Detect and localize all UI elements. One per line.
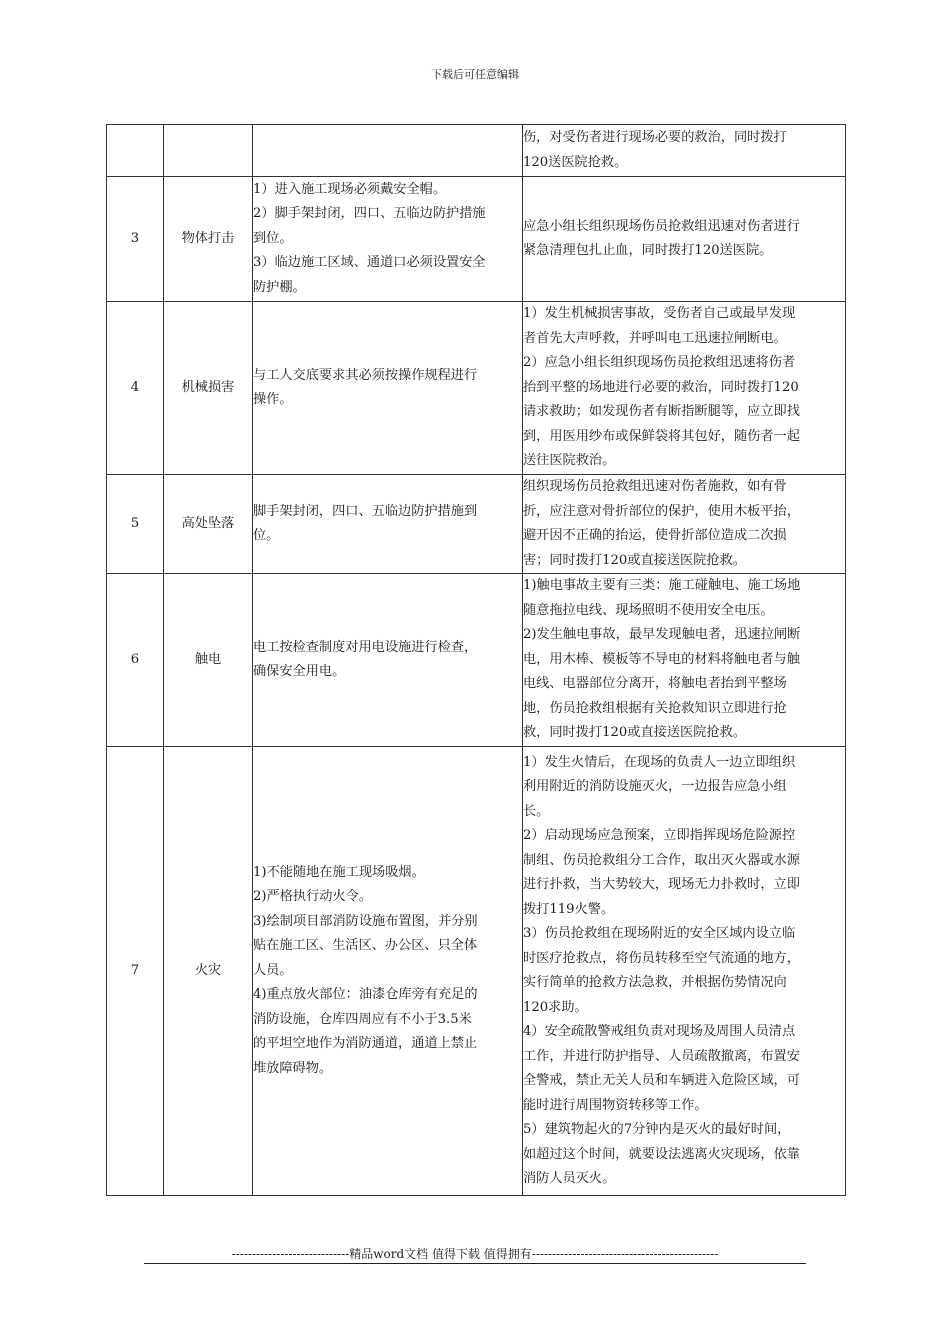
- table-row: [107, 125, 846, 177]
- response-line: 请求救助；如发现伤者有断指断腿等，应立即找: [523, 404, 800, 420]
- page-header: 下载后可任意编辑: [431, 68, 519, 81]
- response-line: 避开因不正确的抬运，使骨折部位造成二次损: [523, 528, 787, 543]
- response-line: 组织现场伤员抢救组迅速对伤者施救，如有骨: [523, 479, 787, 494]
- prevention-line: 贴在施工区、生活区、办公区、只全体: [253, 938, 478, 954]
- prevention-line: 堆放障碍物。: [253, 1060, 333, 1076]
- response-line: 如超过这个时间，就要设法逃离火灾现场，依靠: [523, 1146, 800, 1162]
- response-line: 120求助。: [523, 999, 588, 1015]
- emergency-table: [106, 124, 846, 1196]
- table-row: [107, 177, 846, 302]
- response-line: 2）启动现场应急预案，立即指挥现场危险源控: [523, 828, 796, 843]
- hazard-name: 机械损害: [164, 302, 253, 475]
- emergency-response: [523, 302, 846, 475]
- response-line: 长。: [523, 803, 550, 819]
- response-line: 消防人员灭火。: [523, 1171, 616, 1186]
- prevention-measures: [253, 302, 523, 475]
- emergency-response: [523, 177, 846, 302]
- response-line: 1）发生机械损害事故，受伤者自己或最早发现: [523, 306, 796, 322]
- response-line: 时医疗抢救点，将伤员转移至空气流通的地方，: [523, 950, 800, 966]
- prevention-line: 3)绘制项目部消防设施布置图，并分别: [253, 913, 478, 929]
- hazard-name: 触电: [164, 574, 253, 747]
- response-line: 救，同时拨打120或直接送医院抢救。: [523, 725, 746, 741]
- row-number: 6: [107, 574, 164, 747]
- emergency-response: [523, 125, 846, 177]
- response-line: 抬到平整的场地进行必要的救治，同时拨打120: [523, 379, 799, 395]
- prevention-line: 人员。: [253, 962, 293, 978]
- response-line: 4）安全疏散警戒组负责对现场及周围人员清点: [523, 1024, 796, 1039]
- emergency-response: [523, 475, 846, 574]
- prevention-line: 的平坦空地作为消防通道，通道上禁止: [253, 1036, 478, 1052]
- response-line: 者首先大声呼救，并呼叫电工迅速拉闸断电。: [523, 330, 787, 346]
- row-number: 7: [107, 747, 164, 1196]
- row-number: 4: [107, 302, 164, 475]
- response-line: 折，应注意对骨折部位的保护，使用木板平抬，: [523, 503, 800, 519]
- hazard-name: 高处坠落: [164, 475, 253, 574]
- footer-rule: [144, 1263, 806, 1264]
- table-row: [107, 747, 846, 1196]
- hazard-name: 物体打击: [164, 177, 253, 302]
- prevention-line: 操作。: [253, 392, 293, 407]
- response-line: 全警戒，禁止无关人员和车辆进入危险区域，可: [523, 1073, 800, 1088]
- row-number: 5: [107, 475, 164, 574]
- prevention-measures: [253, 475, 523, 574]
- prevention-line: 到位。: [253, 230, 293, 246]
- response-line: 制组、伤员抢救组分工合作，取出灭火器或水源: [523, 852, 800, 868]
- page-footer: -----------------------------精品word文档 值得下载 值得拥有----------------------------------------------: [231, 1247, 719, 1261]
- response-line: 2)发生触电事故，最早发现触电者，迅速拉闸断: [523, 627, 801, 643]
- prevention-line: 电工按检查制度对用电设施进行检查，: [253, 639, 478, 655]
- response-line: 随意拖拉电线、现场照明不使用安全电压。: [523, 602, 774, 618]
- response-line: 送往医院救治。: [523, 453, 616, 469]
- row-number: [107, 125, 164, 177]
- response-line: 3）伤员抢救组在现场附近的安全区域内设立临: [523, 926, 796, 941]
- response-line: 实行简单的抢救方法急救，并根据伤势情况向: [523, 975, 787, 990]
- emergency-response: [523, 747, 846, 1196]
- response-line: 120送医院抢救。: [523, 154, 628, 170]
- emergency-response: [523, 574, 846, 747]
- row-number: 3: [107, 177, 164, 302]
- prevention-measures: [253, 177, 523, 302]
- table-row: [107, 574, 846, 747]
- prevention-line: 3）临边施工区域、通道口必须设置安全: [253, 255, 486, 271]
- response-line: 1)触电事故主要有三类：施工碰触电、施工场地: [523, 578, 801, 594]
- prevention-line: 2)严格执行动火令。: [253, 889, 373, 905]
- response-line: 能时进行周围物资转移等工作。: [523, 1097, 708, 1113]
- prevention-line: 脚手架封闭，四口、五临边防护措施到: [253, 503, 478, 519]
- response-line: 1）发生火情后，在现场的负责人一边立即组织: [523, 754, 796, 770]
- prevention-line: 防护棚。: [253, 279, 306, 295]
- prevention-line: 位。: [253, 528, 280, 543]
- prevention-line: 2）脚手架封闭，四口、五临边防护措施: [253, 206, 486, 222]
- prevention-measures: [253, 747, 523, 1196]
- prevention-line: 1)不能随地在施工现场吸烟。: [253, 864, 425, 880]
- response-line: 电，用木棒、模板等不导电的材料将触电者与触: [523, 651, 800, 667]
- response-line: 5）建筑物起火的7分钟内是灭火的最好时间，: [523, 1122, 791, 1137]
- prevention-line: 确保安全用电。: [253, 664, 346, 679]
- prevention-measures: [253, 125, 523, 177]
- table-row: [107, 475, 846, 574]
- prevention-line: 4)重点放火部位：油漆仓库旁有充足的: [253, 987, 478, 1003]
- response-line: 伤，对受伤者进行现场必要的救治，同时拨打: [523, 130, 787, 145]
- hazard-name: [164, 125, 253, 177]
- prevention-line: 与工人交底要求其必须按操作规程进行: [253, 367, 478, 383]
- response-line: 利用附近的消防设施灭火，一边报告应急小组: [523, 779, 787, 794]
- response-line: 紧急清理包扎止血，同时拨打120送医院。: [523, 243, 773, 258]
- response-line: 2）应急小组长组织现场伤员抢救组迅速将伤者: [523, 355, 796, 371]
- response-line: 害；同时拨打120或直接送医院抢救。: [523, 552, 746, 568]
- response-line: 工作，并进行防护指导、人员疏散撤离，布置安: [523, 1048, 800, 1064]
- prevention-line: 消防设施，仓库四周应有不小于3.5米: [253, 1011, 472, 1027]
- table-row: [107, 302, 846, 475]
- prevention-measures: [253, 574, 523, 747]
- response-line: 拨打119火警。: [523, 901, 615, 917]
- prevention-line: 1）进入施工现场必须戴安全帽。: [253, 181, 447, 197]
- response-line: 电线、电器部位分离开，将触电者抬到平整场: [523, 676, 787, 692]
- response-line: 地，伤员抢救组根据有关抢救知识立即进行抢: [523, 700, 787, 716]
- hazard-name: 火灾: [164, 747, 253, 1196]
- response-line: 应急小组长组织现场伤员抢救组迅速对伤者进行: [523, 218, 800, 234]
- response-line: 到，用医用纱布或保鲜袋将其包好，随伤者一起: [523, 428, 800, 444]
- response-line: 进行扑救，当大势较大，现场无力扑救时，立即: [523, 877, 800, 892]
